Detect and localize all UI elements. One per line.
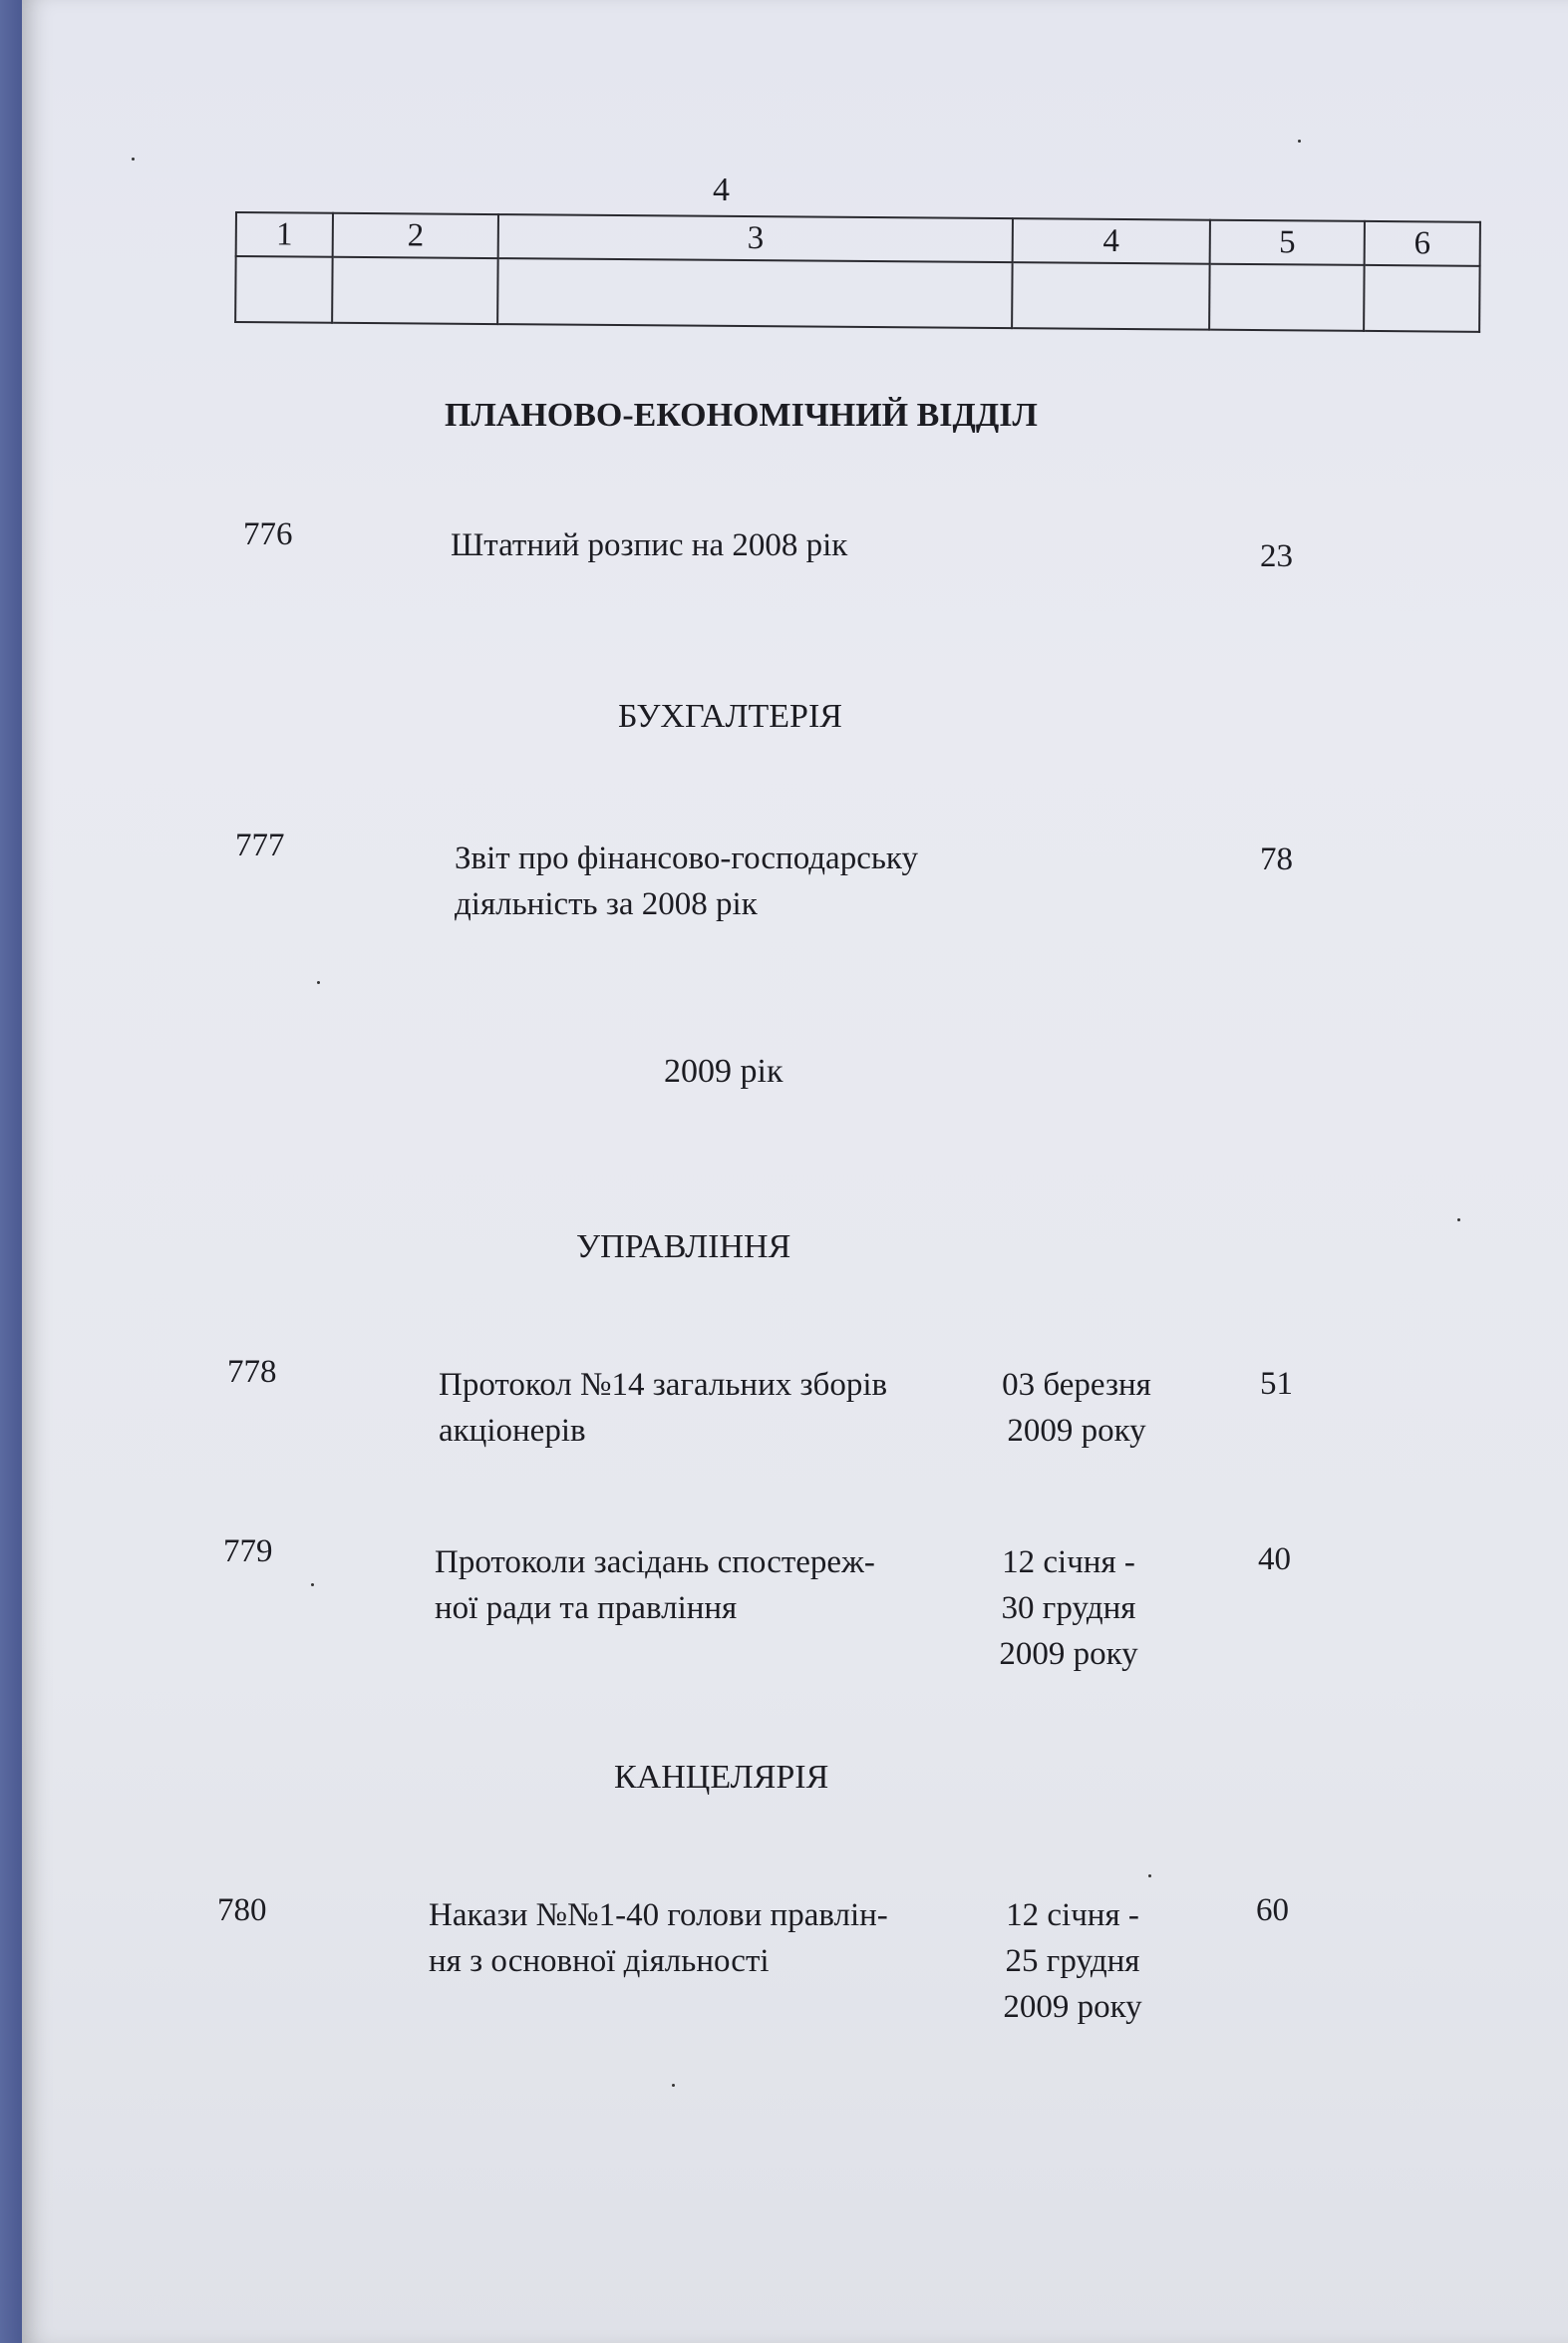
entry-date-range: 12 січня - 30 грудня 2009 року <box>999 1544 1138 1672</box>
paper-speck <box>132 158 135 161</box>
document-page <box>22 0 1568 2343</box>
section-title-chancellery: КАНЦЕЛЯРІЯ <box>614 1759 829 1796</box>
entry-description: Протокол №14 загальних зборів акціонерів <box>439 1367 888 1449</box>
header-cell: 5 <box>1209 220 1365 265</box>
header-cell: 2 <box>333 213 499 258</box>
paper-speck <box>1148 1874 1151 1877</box>
entry-quantity: 23 <box>1260 538 1293 574</box>
paper-speck <box>1298 140 1301 143</box>
entry-number: 778 <box>227 1354 277 1390</box>
header-cell: 6 <box>1365 221 1480 266</box>
entry-quantity: 78 <box>1260 841 1293 877</box>
entry-number: 777 <box>235 828 285 863</box>
entry-description: Звіт про фінансово-господарську діяльність за 2008 рік <box>455 840 918 922</box>
entry-description: Накази №№1-40 голови правлін- ня з основної діяльності <box>429 1897 888 1979</box>
entry-quantity: 51 <box>1260 1366 1293 1402</box>
paper-speck <box>317 981 320 984</box>
year-heading: 2009 рік <box>664 1053 784 1090</box>
paper-speck <box>672 2084 675 2087</box>
entry-quantity: 60 <box>1256 1892 1289 1928</box>
section-title-accounting: БУХГАЛТЕРІЯ <box>618 698 842 735</box>
header-cell: 3 <box>498 214 1013 262</box>
entry-description: Штатний розпис на 2008 рік <box>451 527 848 563</box>
section-title-planning: ПЛАНОВО-ЕКОНОМІЧНИЙ ВІДДІЛ <box>445 397 1038 434</box>
entry-description: Протоколи засідань спостереж- ної ради та правління <box>435 1544 875 1626</box>
page-number: 4 <box>713 171 730 208</box>
entry-date-range: 12 січня - 25 грудня 2009 року <box>1003 1897 1142 2025</box>
header-cell: 1 <box>236 212 333 257</box>
empty-row <box>235 256 1479 332</box>
paper-speck <box>1457 1218 1460 1221</box>
entry-number: 776 <box>243 516 293 552</box>
section-title-management: УПРАВЛІННЯ <box>576 1228 791 1265</box>
entry-date-range: 03 березня 2009 року <box>1002 1367 1151 1449</box>
paper-speck <box>311 1583 314 1586</box>
entry-number: 779 <box>223 1533 273 1569</box>
entry-number: 780 <box>217 1892 267 1928</box>
entry-quantity: 40 <box>1258 1541 1291 1577</box>
column-header-table <box>234 211 1481 333</box>
header-cell: 4 <box>1013 218 1210 264</box>
